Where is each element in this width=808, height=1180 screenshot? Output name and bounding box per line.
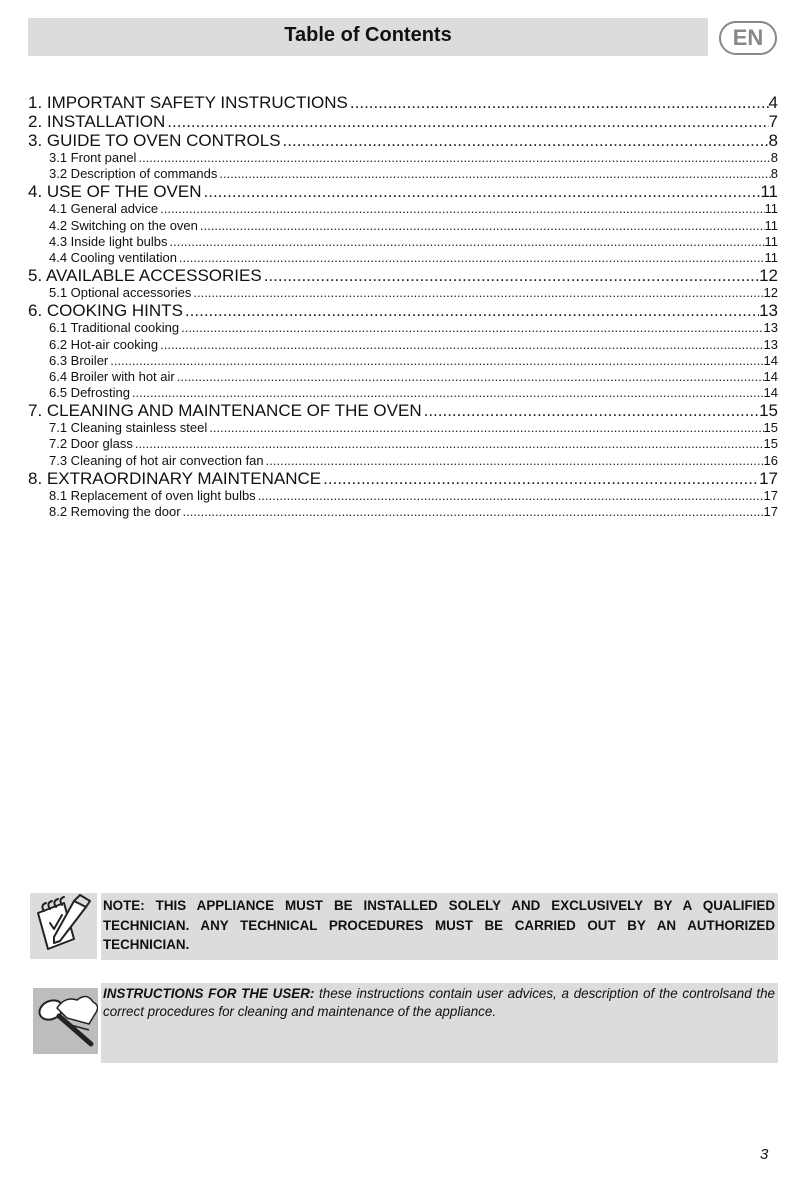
toc-page-number: 4 xyxy=(768,93,778,112)
toc-page-number: 11 xyxy=(764,201,778,217)
toc-entry-title: 8. EXTRAORDINARY MAINTENANCE xyxy=(28,468,322,488)
toc-page-number: 17 xyxy=(763,487,778,503)
toc-entry-title: 3.1 Front panel xyxy=(49,150,137,165)
toc-subsection[interactable] xyxy=(28,166,778,182)
toc-page-number: 13 xyxy=(759,301,778,321)
toc-leader-dots xyxy=(108,353,763,369)
toc-page-number: 8 xyxy=(768,131,778,150)
toc-leader-dots xyxy=(207,420,763,436)
toc-page-number: 12 xyxy=(759,266,778,286)
toc-page-number: 11 xyxy=(764,233,778,249)
toc-subsection[interactable] xyxy=(28,385,778,401)
toc-page-number: 14 xyxy=(763,368,778,384)
user-instructions-note xyxy=(101,983,778,1063)
toc-leader-dots xyxy=(179,320,763,336)
toc-leader-dots xyxy=(175,369,764,385)
user-instructions-body: these instructions contain user advices, a description of the controlsand the correct procedures for cleaning and maintenance of the appliance. xyxy=(103,986,775,1019)
user-instructions-label: INSTRUCTIONS FOR THE USER: xyxy=(103,986,315,1001)
toc-leader-dots xyxy=(191,285,763,301)
toc-entry-title: 5. AVAILABLE ACCESSORIES xyxy=(28,266,262,286)
toc-leader-dots xyxy=(321,469,759,488)
toc-page-number: 14 xyxy=(763,352,778,368)
toc-entry-title: 4. USE OF THE OVEN xyxy=(28,182,202,202)
page-number: 3 xyxy=(760,1146,769,1163)
toc-entry-title: 4.3 Inside light bulbs xyxy=(49,233,168,249)
toc-subsection[interactable] xyxy=(28,234,778,250)
toc-page-number: 13 xyxy=(763,336,778,352)
user-instructions-text xyxy=(103,985,775,1021)
toc-subsection[interactable] xyxy=(28,250,778,266)
toc-entry-title: 1. IMPORTANT SAFETY INSTRUCTIONS xyxy=(28,93,348,112)
toc-subsection[interactable] xyxy=(28,420,778,436)
toc-section[interactable] xyxy=(28,93,778,112)
toc-section[interactable] xyxy=(28,266,778,285)
toc-subsection[interactable] xyxy=(28,369,778,385)
toc-leader-dots xyxy=(130,385,764,401)
toc-section[interactable] xyxy=(28,182,778,201)
toc-leader-dots xyxy=(133,436,764,452)
toc-entry-title: 7.3 Cleaning of hot air convection fan xyxy=(49,452,264,468)
toc-entry-title: 4.1 General advice xyxy=(49,201,159,217)
toc-page-number: 8 xyxy=(770,150,778,165)
toc-page-number: 17 xyxy=(759,468,778,488)
toc-page-number: 15 xyxy=(763,420,778,436)
toc-subsection[interactable] xyxy=(28,320,778,336)
toc-leader-dots xyxy=(281,131,769,150)
toc-entry-title: 6. COOKING HINTS xyxy=(28,301,183,321)
toc-page-number: 12 xyxy=(763,285,778,301)
toc-leader-dots xyxy=(165,112,768,131)
toc-page-number: 14 xyxy=(763,385,778,401)
toc-entry-title: 7.1 Cleaning stainless steel xyxy=(49,420,208,436)
toc-leader-dots xyxy=(262,266,759,285)
toc-entry-title: 7.2 Door glass xyxy=(49,436,133,452)
toc-page-number: 8 xyxy=(770,166,778,182)
toc-leader-dots xyxy=(177,250,765,266)
user-instructions-icon xyxy=(33,988,98,1054)
note-icon xyxy=(30,893,97,959)
toc-entry-title: 4.2 Switching on the oven xyxy=(49,217,198,233)
toc-entry-title: 6.5 Defrosting xyxy=(49,385,130,401)
toc-section[interactable] xyxy=(28,401,778,420)
toc-page-number: 15 xyxy=(759,401,778,421)
toc-subsection[interactable] xyxy=(28,150,778,166)
toc-subsection[interactable] xyxy=(28,201,778,217)
toc-page-number: 15 xyxy=(763,436,778,452)
toc-entry-title: 6.4 Broiler with hot air xyxy=(49,368,175,384)
toc-entry-title: 8.1 Replacement of oven light bulbs xyxy=(49,487,256,503)
toc-entry-title: 6.2 Hot-air cooking xyxy=(49,336,159,352)
toc-entry-title: 8.2 Removing the door xyxy=(49,504,181,519)
toc-leader-dots xyxy=(158,201,764,217)
toc-page-number: 11 xyxy=(760,182,778,202)
toc-leader-dots xyxy=(256,488,764,504)
installation-note xyxy=(101,893,778,960)
toc-subsection[interactable] xyxy=(28,218,778,234)
toc-entry-title: 6.1 Traditional cooking xyxy=(49,320,180,336)
toc-entry-title: 3.2 Description of commands xyxy=(49,166,218,182)
toc-leader-dots xyxy=(158,337,763,353)
toc-section[interactable] xyxy=(28,301,778,320)
toc-section[interactable] xyxy=(28,469,778,488)
toc-leader-dots xyxy=(422,401,759,420)
table-of-contents xyxy=(28,93,778,520)
toc-entry-title: 6.3 Broiler xyxy=(49,352,109,368)
language-badge: EN xyxy=(719,21,777,55)
toc-leader-dots xyxy=(181,504,764,520)
toc-subsection[interactable] xyxy=(28,285,778,301)
toc-subsection[interactable] xyxy=(28,488,778,504)
toc-leader-dots xyxy=(136,150,770,166)
toc-subsection[interactable] xyxy=(28,337,778,353)
toc-entry-title: 4.4 Cooling ventilation xyxy=(49,249,177,265)
toc-leader-dots xyxy=(348,93,769,112)
toc-entry-title: 3. GUIDE TO OVEN CONTROLS xyxy=(28,131,281,150)
toc-leader-dots xyxy=(198,218,765,234)
toc-entry-title: 7. CLEANING AND MAINTENANCE OF THE OVEN xyxy=(28,401,422,421)
toc-leader-dots xyxy=(183,301,759,320)
toc-leader-dots xyxy=(168,234,765,250)
toc-leader-dots xyxy=(217,166,770,182)
toc-entry-title: 2. INSTALLATION xyxy=(28,112,166,131)
toc-page-number: 13 xyxy=(763,320,778,336)
toc-entry-title: 5.1 Optional accessories xyxy=(49,285,192,301)
page-title: Table of Contents xyxy=(284,24,452,46)
toc-page-number: 11 xyxy=(764,217,778,233)
toc-subsection[interactable] xyxy=(28,353,778,369)
toc-page-number: 11 xyxy=(764,249,778,265)
header-bar xyxy=(28,18,708,56)
toc-section[interactable] xyxy=(28,112,778,131)
toc-subsection[interactable] xyxy=(28,504,778,520)
toc-subsection[interactable] xyxy=(28,453,778,469)
installation-note-text: NOTE: THIS APPLIANCE MUST BE INSTALLED SOLELY AND EXCLUSIVELY BY A QUALIFIED TECHNICIAN. ANY TECHNICAL PROCEDURES MUST BE CARRIED OUT BY AN AUTHORIZED TECHNICIAN. xyxy=(103,898,775,952)
toc-leader-dots xyxy=(202,182,761,201)
toc-subsection[interactable] xyxy=(28,436,778,452)
toc-page-number: 7 xyxy=(768,112,778,131)
toc-page-number: 16 xyxy=(763,452,778,468)
toc-page-number: 17 xyxy=(763,504,778,519)
toc-section[interactable] xyxy=(28,131,778,150)
toc-leader-dots xyxy=(264,453,764,469)
